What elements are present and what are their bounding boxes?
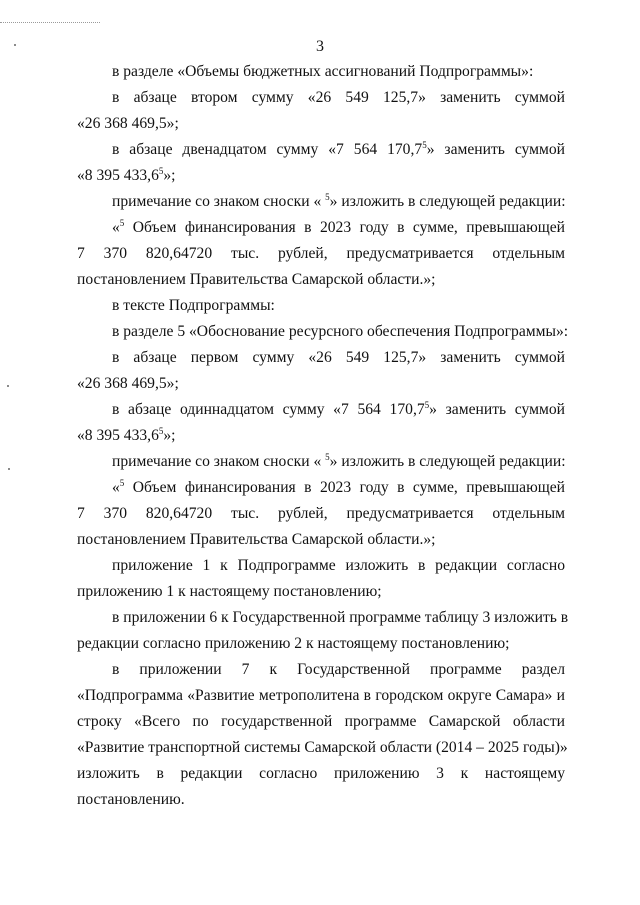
- text-line: [77, 374, 565, 394]
- text-line: [112, 608, 569, 628]
- text-run: »;: [163, 167, 176, 184]
- text-run: постановлению.: [77, 791, 185, 808]
- text-run: примечание со знаком сноски «: [112, 453, 326, 470]
- text-run: «8 395 433,6: [77, 167, 159, 184]
- text-run: Объем финансирования в 2023 году в сумме, превышающей: [124, 479, 565, 496]
- text-line: [77, 114, 565, 134]
- text-line: [112, 400, 565, 420]
- scan-speck: [8, 468, 10, 470]
- text-run: «26 368 469,5»;: [77, 115, 179, 132]
- footnote-mark: 5: [158, 165, 164, 176]
- text-run: приложению 1 к настоящему постановлению;: [77, 583, 382, 600]
- text-line: [112, 322, 569, 342]
- text-run: в разделе 5 «Обоснование ресурсного обеспечения Подпрограммы»:: [112, 323, 569, 340]
- scan-speck: [7, 385, 9, 387]
- text-run: редакции согласно приложению 2 к настоящему постановлению;: [77, 635, 510, 652]
- text-run: постановлением Правительства Самарской области.»;: [77, 271, 436, 288]
- text-line: [112, 660, 565, 680]
- text-run: Объем финансирования в 2023 году в сумме, превышающей: [124, 219, 565, 236]
- text-line: [112, 478, 565, 498]
- text-line: [112, 192, 565, 212]
- text-line: [77, 426, 565, 446]
- text-run: «8 395 433,6: [77, 427, 159, 444]
- text-line: [112, 62, 565, 82]
- text-run: в абзаце втором сумму «26 549 125,7» заменить суммой: [112, 89, 565, 106]
- text-line: [77, 504, 565, 524]
- text-line: [112, 296, 565, 316]
- footnote-mark: 5: [422, 139, 427, 150]
- text-run: «Развитие транспортной системы Самарской области (2014 – 2025 годы)»: [77, 739, 568, 756]
- text-run: постановлением Правительства Самарской области.»;: [77, 531, 436, 548]
- text-line: [112, 88, 565, 108]
- text-run: в тексте Подпрограммы:: [112, 297, 275, 314]
- text-line: [112, 348, 565, 368]
- text-run: в абзаце первом сумму «26 549 125,7» заменить суммой: [112, 349, 565, 366]
- footnote-mark: 5: [424, 399, 430, 410]
- text-line: [77, 790, 565, 810]
- text-run: «: [112, 479, 120, 496]
- text-run: «: [112, 219, 120, 236]
- footnote-mark: 5: [325, 451, 330, 462]
- text-line: [77, 764, 565, 784]
- scan-edge-mark: [0, 0, 100, 23]
- text-run: в приложении 7 к Государственной программе раздел: [112, 661, 565, 678]
- text-line: [77, 270, 565, 290]
- text-run: в разделе «Объемы бюджетных ассигнований Подпрограммы»:: [112, 63, 534, 80]
- text-run: «26 368 469,5»;: [77, 375, 179, 392]
- text-run: строку «Всего по государственной программе Самарской области: [77, 713, 565, 730]
- page-number: 3: [316, 38, 324, 55]
- text-line: [112, 556, 565, 576]
- text-run: в абзаце одиннадцатом сумму «7 564 170,7: [112, 401, 425, 418]
- text-line: [77, 530, 565, 550]
- text-line: [77, 738, 568, 758]
- text-run: «Подпрограмма «Развитие метрополитена в городском округе Самара» и: [77, 687, 565, 704]
- text-run: изложить в редакции согласно приложению 3 к настоящему: [77, 765, 565, 782]
- text-line: [77, 686, 565, 706]
- text-run: 7 370 820,64720 тыс. рублей, предусматривается отдельным: [77, 245, 565, 262]
- text-run: в абзаце двенадцатом сумму «7 564 170,7: [112, 141, 423, 158]
- text-run: » заменить суммой: [429, 401, 565, 418]
- text-run: 7 370 820,64720 тыс. рублей, предусматривается отдельным: [77, 505, 565, 522]
- text-line: [77, 166, 565, 186]
- footnote-mark: 5: [119, 217, 125, 228]
- text-run: » изложить в следующей редакции:: [329, 193, 566, 210]
- text-run: примечание со знаком сноски «: [112, 193, 326, 210]
- text-line: [112, 218, 565, 238]
- text-run: в приложении 6 к Государственной программе таблицу 3 изложить в: [112, 609, 569, 626]
- text-run: » заменить суммой: [426, 141, 565, 158]
- text-run: » изложить в следующей редакции:: [329, 453, 566, 470]
- footnote-mark: 5: [119, 477, 125, 488]
- text-line: [77, 582, 565, 602]
- text-line: [112, 140, 565, 160]
- footnote-mark: 5: [158, 425, 164, 436]
- text-line: [77, 634, 565, 654]
- footnote-mark: 5: [325, 191, 330, 202]
- text-line: [77, 244, 565, 264]
- text-line: [77, 712, 565, 732]
- text-run: »;: [163, 427, 176, 444]
- text-run: приложение 1 к Подпрограмме изложить в редакции согласно: [112, 557, 565, 574]
- text-line: [112, 452, 565, 472]
